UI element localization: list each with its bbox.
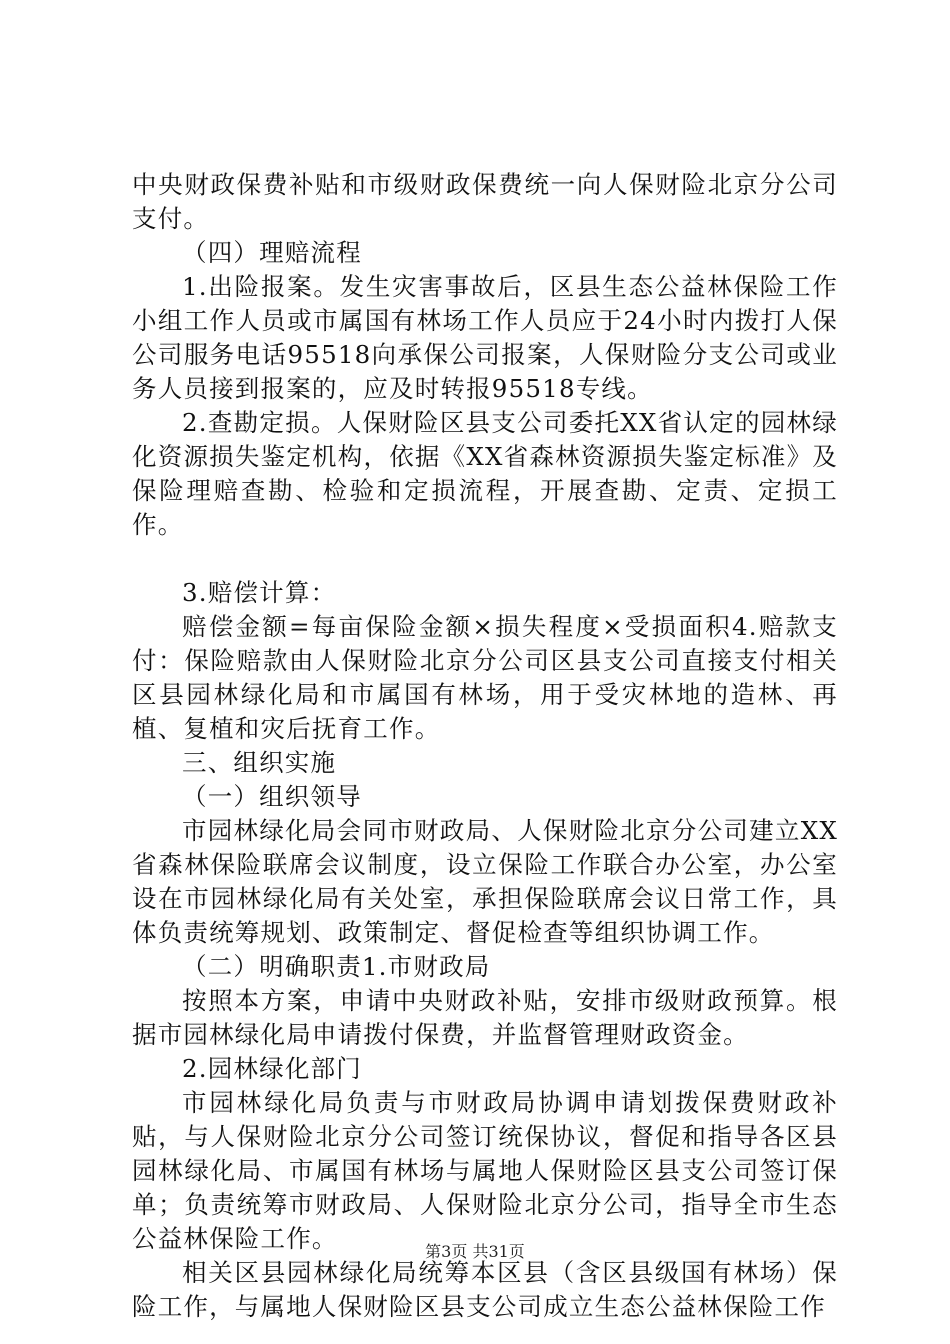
paragraph-compensation-heading: 3.赔偿计算： [182, 578, 337, 607]
paragraph-leadership: 市园林绿化局会同市财政局、人保财险北京分公司建立XX省森林保险联席会议制度，设立保险工作联合办公室，办公室设在市园林绿化局有关处室，承担保险联席会议日常工作，具体负责统筹规划、政策制定、督促检查等组织协调工作。 [132, 816, 838, 947]
heading-leadership: （一）组织领导 [182, 782, 362, 811]
paragraph-landscaping-bureau: 市园林绿化局负责与市财政局协调申请划拨保费财政补贴，与人保财险北京分公司签订统保协议，督促和指导各区县园林绿化局、市属国有林场与属地人保财险区县支公司签订保单；负责统筹市财政局、人保财险北京分公司，指导全市生态公益林保险工作。 [132, 1088, 838, 1253]
paragraph-report-claim: 1.出险报案。发生灾害事故后，区县生态公益林保险工作小组工作人员或市属国有林场工作人员应于24小时内拨打人保公司服务电话95518向承保公司报案，人保财险分支公司或业务人员接到报案的，应及时转报95518专线。 [132, 272, 838, 403]
document-body [132, 168, 838, 1324]
page-footer: 第3页 共31页 [425, 1242, 525, 1261]
heading-claims-process: （四）理赔流程 [182, 238, 362, 267]
heading-organization: 三、组织实施 [182, 748, 337, 777]
paragraph-district-bureaus: 相关区县园林绿化局统筹本区县（含区县级国有林场）保险工作，与属地人保财险区县支公司成立生态公益林保险工作 [132, 1258, 838, 1321]
paragraph-survey-assessment: 2.查勘定损。人保财险区县支公司委托XX省认定的园林绿化资源损失鉴定机构，依据《XX省森林资源损失鉴定标准》及保险理赔查勘、检验和定损流程，开展查勘、定责、定损工作。 [132, 408, 838, 539]
paragraph-premium-payment: 中央财政保费补贴和市级财政保费统一向人保财险北京分公司支付。 [132, 170, 838, 233]
heading-landscaping-department: 2.园林绿化部门 [182, 1054, 362, 1083]
heading-responsibilities: （二）明确职责1.市财政局 [182, 952, 491, 981]
paragraph-compensation-formula: 赔偿金额=每亩保险金额×损失程度×受损面积4.赔款支付：保险赔款由人保财险北京分公司区县支公司直接支付相关区县园林绿化局和市属国有林场，用于受灾林地的造林、再植、复植和灾后抚育工作。 [132, 612, 838, 743]
paragraph-spacer [132, 542, 838, 576]
paragraph-finance-bureau: 按照本方案，申请中央财政补贴，安排市级财政预算。根据市园林绿化局申请拨付保费，并监督管理财政资金。 [132, 986, 838, 1049]
